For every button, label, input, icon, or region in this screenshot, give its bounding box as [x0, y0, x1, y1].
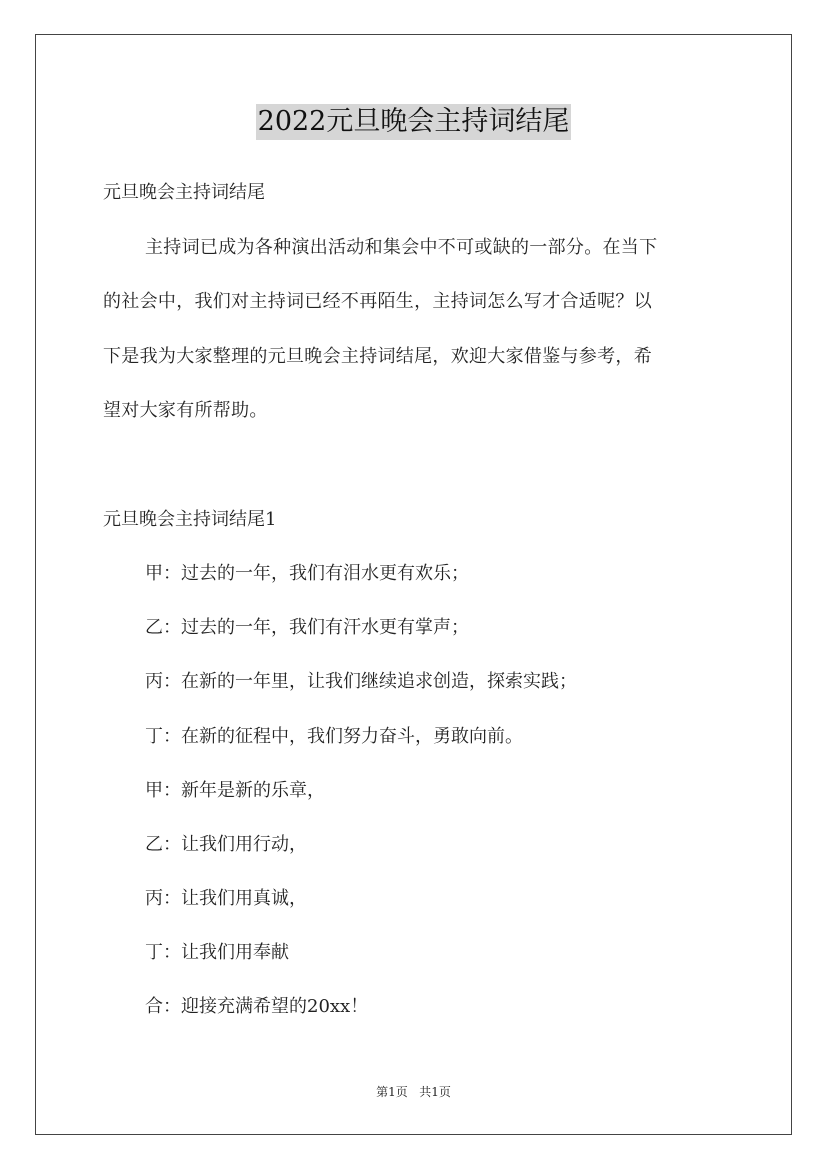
intro-line-2: 的社会中，我们对主持词已经不再陌生，主持词怎么写才合适呢？以 — [103, 291, 652, 312]
page-total: 共1页 — [419, 1085, 451, 1099]
dialogue-line: 合：迎接充满希望的20xx！ — [145, 996, 369, 1017]
intro-line-1: 主持词已成为各种演出活动和集会中不可或缺的一部分。在当下 — [145, 237, 658, 258]
dialogue-line: 乙：过去的一年，我们有汗水更有掌声； — [145, 617, 469, 638]
dialogue-line: 丁：让我们用奉献 — [145, 942, 289, 963]
subtitle: 元旦晚会主持词结尾 — [103, 182, 265, 203]
dialogue-line: 丁：在新的征程中，我们努力奋斗，勇敢向前。 — [145, 726, 523, 747]
title-container — [0, 104, 827, 140]
page-number: 第1页 — [376, 1085, 408, 1099]
dialogue-line: 丙：在新的一年里，让我们继续追求创造，探索实践； — [145, 671, 577, 692]
section-heading: 元旦晚会主持词结尾1 — [103, 509, 277, 530]
dialogue-line: 甲：新年是新的乐章， — [145, 780, 325, 801]
dialogue-line: 丙：让我们用真诚， — [145, 888, 307, 909]
document-title: 2022元旦晚会主持词结尾 — [256, 104, 572, 140]
dialogue-line: 乙：让我们用行动， — [145, 834, 307, 855]
intro-line-3: 下是我为大家整理的元旦晚会主持词结尾，欢迎大家借鉴与参考，希 — [103, 346, 652, 367]
page-footer — [0, 1084, 827, 1100]
intro-line-4: 望对大家有所帮助。 — [103, 400, 268, 421]
dialogue-line: 甲：过去的一年，我们有泪水更有欢乐； — [145, 563, 469, 584]
